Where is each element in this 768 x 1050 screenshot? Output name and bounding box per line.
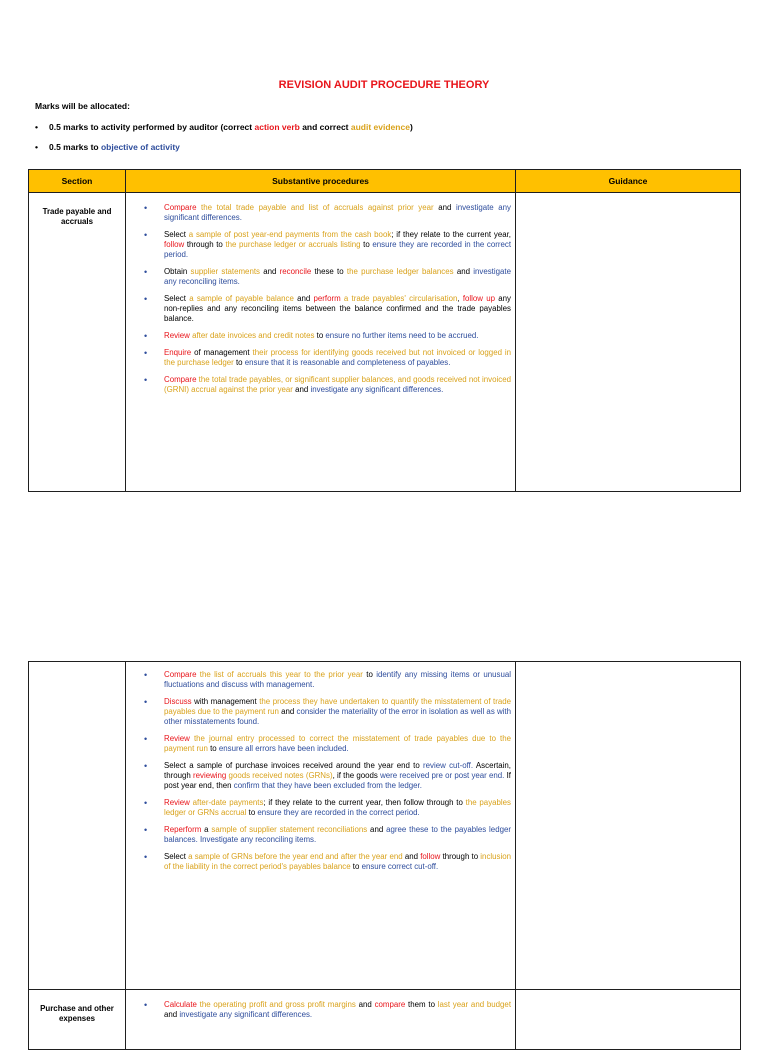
bullet-dot: • [35,122,38,132]
procedure-item [144,761,511,791]
procedure-text: ; if they relate to the current year, then follow through to [263,798,466,807]
bullet-dot: • [144,798,148,808]
procedure-text: Select a sample of purchase invoices received around the year end to [164,761,424,770]
procedure-item [144,734,511,754]
header-guidance: Guidance [516,170,741,193]
procedures-table-page-1 [28,169,741,492]
procedure-text: Select [164,230,189,239]
bullet-dot: • [144,761,148,771]
procedure-text: and [367,825,387,834]
bullet-dot: • [144,294,148,304]
procedure-text: investigate any reconciling items. [164,267,511,286]
procedure-text: of management [191,348,253,357]
procedure-text: the total trade payable and list of accruals against prior year [196,203,434,212]
procedure-text: to [350,862,362,871]
bullet-dot: • [144,670,148,680]
procedure-text: ensure they are recorded in the correct period. [164,240,512,259]
procedure-text: reviewing [192,771,227,780]
bullet-dot: • [144,348,148,358]
procedure-text: ensure correct cut-off. [361,862,439,871]
procedure-text: and [164,1010,180,1019]
bullet-dot: • [144,203,148,213]
procedure-text: and [259,267,280,276]
procedure-list [126,662,515,885]
procedure-text: and [402,852,421,861]
table-header-row [29,170,741,193]
procedure-text: Obtain [164,267,191,276]
procedure-text: Compare [164,670,197,679]
procedure-text: and [453,267,474,276]
procedure-list [126,990,515,1033]
bullet-dot: • [144,230,148,240]
procedure-text: to [362,670,377,679]
procedure-text: and [278,707,297,716]
bullet-dot: • [144,375,148,385]
marks-text: and correct [299,122,351,132]
marks-bullet-activity [35,122,413,132]
procedures-cell [126,193,516,492]
table-row [29,662,741,990]
marks-text: 0.5 marks to [49,142,101,152]
procedure-item [144,670,511,690]
procedures-table-page-2 [28,661,741,1050]
marks-bullet-objective [35,142,180,152]
procedure-text: were received pre or post year end. [380,771,505,780]
procedure-text: to [360,240,373,249]
marks-heading: Marks will be allocated: [35,101,130,111]
procedure-text: the journal entry processed to correct the misstatement of trade payables due to the payment run [164,734,511,753]
procedure-item [144,697,511,727]
procedure-text: their process for identifying goods received but not invoiced or logged in the purchase ledger [164,348,511,367]
procedure-item [144,230,511,260]
marks-text: 0.5 marks to activity performed by auditor (correct [49,122,255,132]
procedure-text: agree these to the payables ledger balances. Investigate any reconciling items. [164,825,511,844]
procedure-text: the list of accruals this year to the prior year [196,670,363,679]
procedure-text: these to [311,267,347,276]
guidance-cell [516,193,741,492]
procedure-item [144,294,511,324]
procedure-item [144,348,511,368]
header-substantive-procedures: Substantive procedures [126,170,516,193]
procedure-text: the purchase ledger or accruals listing [225,240,361,249]
procedure-item [144,1000,511,1020]
procedure-text: follow [420,852,441,861]
procedure-list [126,193,515,408]
procedure-text: them to [405,1000,438,1009]
procedures-cell [126,662,516,990]
procedure-text: Select [164,294,190,303]
header-section: Section [29,170,126,193]
procedure-text: , [457,294,463,303]
guidance-cell [516,662,741,990]
procedure-item [144,331,511,341]
page-title: REVISION AUDIT PROCEDURE THEORY [278,79,490,91]
procedure-text: Enquire [164,348,192,357]
procedure-text: with management [191,697,260,706]
bullet-dot: • [144,267,148,277]
procedure-item [144,375,511,395]
marks-text: ) [409,122,413,132]
procedure-text: to [233,358,245,367]
procedure-text: to [207,744,219,753]
procedure-text: through to [440,852,481,861]
procedure-text: ensure all errors have been included. [218,744,349,753]
procedure-text: Discuss [164,697,192,706]
procedure-text: consider the materiality of the error in isolation as well as with other misstatements found. [164,707,511,726]
bullet-dot: • [144,734,148,744]
procedure-text: and [292,385,311,394]
procedure-text: sample of supplier statement reconciliations [211,825,368,834]
procedure-text: Select [164,852,189,861]
procedure-text: after-date payments [189,798,264,807]
bullet-dot: • [144,852,148,862]
procedure-text: the operating profit and gross profit margins [196,1000,356,1009]
action-verb-label: action verb [254,122,300,132]
procedure-text: investigate any significant differences. [164,203,511,222]
procedure-text: any non-replies and any reconciling items between the balance confirmed and the trade payables balance. [164,294,511,323]
procedure-text: Reperform [164,825,202,834]
procedure-text: If post year end, then [164,771,511,790]
procedure-text: ensure that it is reasonable and completeness of payables. [244,358,451,367]
procedure-text: to [314,331,326,340]
procedure-text: Review [164,798,190,807]
procedure-text: confirm that they have been excluded from the ledger. [233,781,422,790]
procedure-text: goods received notes (GRNs) [226,771,333,780]
procedure-text: reconcile [279,267,312,276]
guidance-cell [516,990,741,1050]
procedure-text: a sample of GRNs before the year end and after the year end [188,852,403,861]
procedure-text: a [201,825,212,834]
table-row [29,990,741,1050]
procedure-item [144,267,511,287]
procedure-text: ensure no further items need to be accrued. [325,331,479,340]
procedure-text: Review [164,331,190,340]
bullet-dot: • [144,1000,148,1010]
procedure-text: Review [164,734,190,743]
audit-evidence-label: audit evidence [350,122,410,132]
bullet-dot: • [144,825,148,835]
section-name [29,662,126,990]
procedure-text: Ascertain, through [164,761,511,780]
procedure-text: a sample of post year-end payments from the cash book [188,230,392,239]
procedure-text: a sample of payable balance [189,294,294,303]
procedure-text: investigate any significant differences. [310,385,444,394]
procedure-text: compare [374,1000,406,1009]
procedure-text: after date invoices and credit notes [189,331,315,340]
procedure-text: the process they have undertaken to quantify the misstatement of trade payables due to the payment run [164,697,511,716]
bullet-dot: • [35,142,38,152]
procedure-text: follow up [462,294,496,303]
procedure-text: and [433,203,456,212]
procedure-text: Compare [164,203,197,212]
procedure-text: to [246,808,258,817]
procedures-cell [126,990,516,1050]
objective-label: objective of activity [100,142,180,152]
procedure-text: and [293,294,314,303]
procedure-text: ; if they relate to the current year, [391,230,511,239]
table-row [29,193,741,492]
procedure-text: inclusion of the liability in the correct period's payables balance [164,852,512,871]
procedure-text: investigate any significant differences. [179,1010,313,1019]
procedure-item [144,798,511,818]
procedure-text: the payables ledger or GRNs accrual [164,798,512,817]
procedure-text: identify any missing items or unusual fluctuations and discuss with management. [164,670,511,689]
bullet-dot: • [144,697,148,707]
procedure-text: a trade payables' circularisation [340,294,458,303]
procedure-item [144,203,511,223]
procedure-text: Calculate [164,1000,197,1009]
bullet-dot: • [144,331,148,341]
procedure-text: ensure they are recorded in the correct period. [257,808,420,817]
procedure-text: , if the goods [332,771,381,780]
procedure-text: perform [313,294,341,303]
procedure-text: Compare [164,375,197,384]
procedure-text: supplier statements [190,267,260,276]
procedure-text: last year and budget [437,1000,512,1009]
procedure-item [144,825,511,845]
procedure-text: the total trade payables, or significant supplier balances, and goods received not invoiced (GRNI) accrual against the prior year [164,375,511,394]
procedure-text: and [355,1000,375,1009]
procedure-text: follow [164,240,185,249]
section-name: Purchase and other expenses [29,990,126,1050]
procedure-text: the purchase ledger balances [346,267,454,276]
section-name: Trade payable and accruals [29,193,126,492]
procedure-text: through to [184,240,226,249]
procedure-text: review cut-off. [423,761,474,770]
procedure-item [144,852,511,872]
